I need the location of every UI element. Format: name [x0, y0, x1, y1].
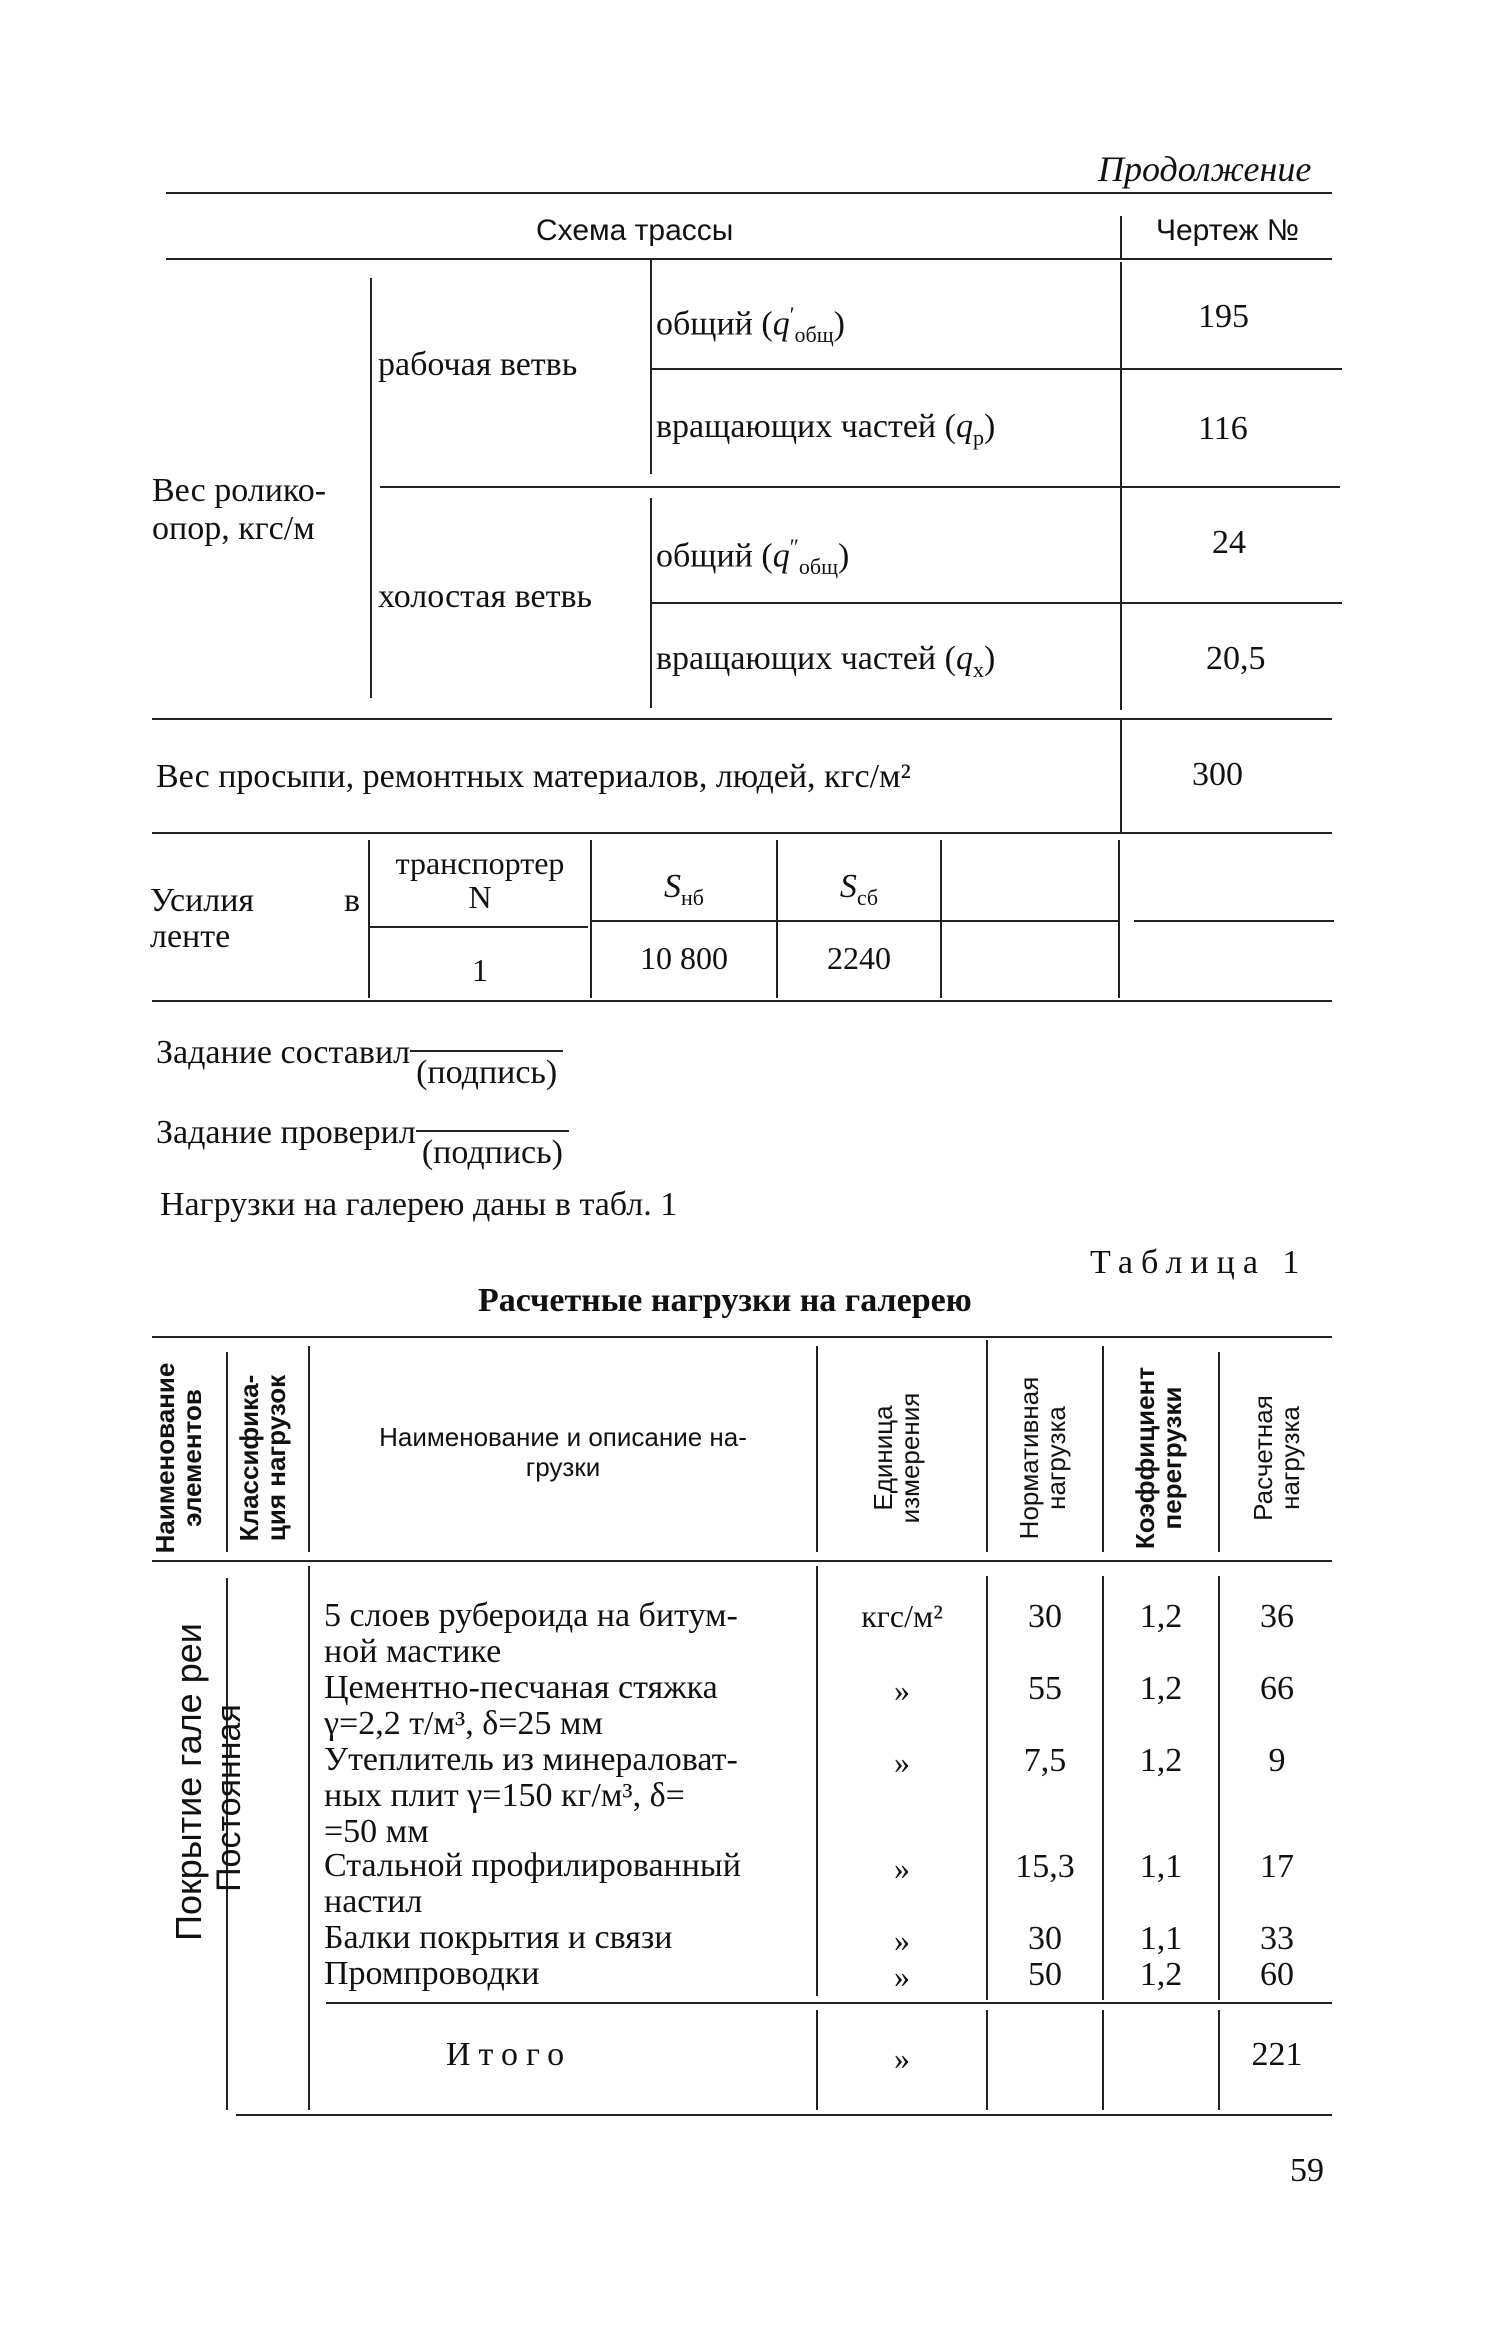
classification-value: Постоянная	[210, 1704, 248, 1892]
table1-rule-top	[152, 1336, 1332, 1338]
roller-weight-label	[152, 472, 326, 548]
total-unit: »	[894, 2040, 910, 2076]
table1-rule-bottom	[236, 2114, 1332, 2116]
spill-label: Вес просыпи, ремонтных материалов, людей, кгс/м²	[156, 758, 911, 795]
rule-after-roller	[152, 718, 1332, 720]
row-rotating-working-label: вращающих частей $(q_р)$	[656, 408, 996, 450]
working-branch-label: рабочая ветвь	[378, 346, 578, 383]
row-total-idle-label: общий $(q''_{общ})$	[656, 534, 850, 580]
s-sb-value: 2240	[827, 940, 891, 976]
t1-row-4-unit: »	[894, 1850, 910, 1886]
t1-col-d	[986, 1340, 988, 1552]
loads-note: Нагрузки на галерею даны в табл. 1	[160, 1186, 678, 1223]
t1-row-5-coefficient: 1,1	[1139, 1920, 1183, 1957]
t1-row-1-normative: 30	[1028, 1598, 1062, 1635]
header-design: Расчетная нагрузка	[1248, 1395, 1306, 1521]
t1-row-5-unit: »	[894, 1922, 910, 1958]
idle-branch-label: холостая ветвь	[378, 578, 593, 615]
drawing-header: Чертеж №	[1156, 214, 1300, 247]
t1-row-3-normative: 7,5	[1023, 1742, 1067, 1779]
row-total-working-value: 195	[1198, 298, 1249, 335]
route-header: Схема трассы	[536, 214, 734, 247]
belt-col-4	[940, 840, 942, 998]
t1-col-e	[1102, 1346, 1104, 1552]
belt-inner-rule	[370, 926, 588, 928]
t1-row-4-desc: Стальной профилированный настил	[324, 1847, 741, 1920]
t1-row-5-normative: 30	[1028, 1920, 1062, 1957]
t1-row-2-desc: Цементно-песчаная стяжка γ=2,2 т/м³, δ=25 мм	[324, 1669, 718, 1742]
rule-branch-split	[380, 486, 1340, 488]
t1-row-4-coefficient: 1,1	[1139, 1848, 1183, 1885]
t1-row-4-design: 17	[1260, 1848, 1294, 1885]
row-total-working-label: общий $(q'_{общ})$	[656, 302, 845, 348]
s-nb-header: $S_{нб}$	[664, 868, 704, 910]
t1-row-4-normative: 15,3	[1015, 1848, 1075, 1885]
table1-rule-header	[152, 1560, 1332, 1562]
t1-col-f	[1218, 1352, 1220, 1552]
t1-row-2-normative: 55	[1028, 1670, 1062, 1707]
belt-inner-rule-3	[1134, 920, 1334, 922]
total-col-d	[986, 2010, 988, 2110]
top-table-rule-top	[166, 192, 1332, 194]
roller-col-divider	[370, 278, 372, 698]
belt-label-line-2: ленте	[150, 918, 231, 955]
belt-label-line-1: Усилия в	[150, 882, 360, 919]
compiled-by: Задание составил(подпись)	[156, 1030, 563, 1072]
page-number: 59	[1290, 2152, 1324, 2189]
row-rotating-idle-label: вращающих частей $(q_х)$	[656, 640, 996, 682]
spill-value-divider	[1120, 720, 1122, 832]
t1-row-3-coefficient: 1,2	[1139, 1742, 1183, 1779]
rule-after-spill	[152, 832, 1332, 834]
s-nb-value: 10 800	[640, 940, 728, 976]
t1-row-6-desc: Промпроводки	[324, 1955, 540, 1992]
row-rotating-working-value: 116	[1198, 410, 1248, 447]
t1-row-5-design: 33	[1260, 1920, 1294, 1957]
roller-weight-line-2: опор, кгс/м	[152, 510, 315, 547]
header-unit: Единица измерения	[868, 1392, 926, 1524]
element-name: Покрытие гале реи	[168, 1623, 209, 1941]
t1-row-5-desc: Балки покрытия и связи	[324, 1919, 673, 1956]
row-total-idle-value: 24	[1212, 524, 1246, 561]
t1-row-1-desc: 5 слоев рубероида на битум- ной мастике	[324, 1597, 738, 1670]
t1-row-2-design: 66	[1260, 1670, 1294, 1707]
header-classification: Классифика- ция нагрузок	[234, 1374, 292, 1542]
t1-row-3-desc: Утеплитель из минераловат- ных плит γ=150 кг/м³, δ= =50 мм	[324, 1741, 738, 1850]
t1-row-1-unit: кгс/м²	[861, 1598, 943, 1634]
row-rotating-idle-value: 20,5	[1206, 640, 1266, 677]
header-description: Наименование и описание на- грузки	[379, 1422, 747, 1482]
checked-by: Задание проверил(подпись)	[156, 1110, 569, 1152]
t1-row-6-unit: »	[894, 1958, 910, 1994]
t1-col-b	[308, 1346, 310, 1552]
t1-col-a	[226, 1352, 228, 1552]
t1-row-3-design: 9	[1268, 1742, 1286, 1779]
conveyor-header: транспортер N	[395, 845, 565, 915]
s-sb-header: $S_{сб}$	[839, 868, 879, 910]
t1-row-1-design: 36	[1260, 1598, 1294, 1635]
t1-row-2-unit: »	[894, 1672, 910, 1708]
table-number: Таблица 1	[1090, 1244, 1308, 1281]
top-table-rule-bottom	[152, 1000, 1332, 1002]
total-design: 221	[1251, 2036, 1303, 2073]
roller-weight-line-1: Вес ролико-	[152, 472, 327, 509]
t1-row-6-normative: 50	[1028, 1956, 1062, 1993]
checked-signature-line: (подпись)	[416, 1130, 569, 1172]
t1-row-2-coefficient: 1,2	[1139, 1670, 1183, 1707]
rule-row1	[652, 368, 1342, 370]
compiled-signature-line: (подпись)	[410, 1050, 563, 1092]
top-header-divider	[1120, 216, 1122, 260]
t1-row-1-coefficient: 1,2	[1139, 1598, 1183, 1635]
t1-body-col-b	[308, 1566, 310, 2110]
header-elements: Наименование элементов	[150, 1362, 208, 1554]
t1-row-3-unit: »	[894, 1744, 910, 1780]
t1-col-c	[816, 1346, 818, 1552]
table-title: Расчетные нагрузки на галерею	[478, 1282, 972, 1319]
belt-col-1	[368, 840, 370, 998]
belt-inner-rule-2	[592, 920, 1118, 922]
header-normative: Нормативная нагрузка	[1014, 1376, 1072, 1540]
top-table-rule-header	[166, 258, 1332, 260]
total-label: Итого	[446, 2036, 573, 2073]
t1-row-6-design: 60	[1260, 1956, 1294, 1993]
rule-row3	[652, 602, 1342, 604]
conveyor-value: 1	[472, 952, 488, 988]
header-coefficient: Коэффициент перегрузки	[1130, 1366, 1188, 1550]
t1-row-6-coefficient: 1,2	[1139, 1956, 1183, 1993]
spill-value: 300	[1192, 756, 1243, 793]
total-col-e	[1102, 2010, 1104, 2110]
branch-col-divider-upper	[650, 260, 652, 474]
total-rule-top	[326, 2002, 1332, 2004]
belt-col-5	[1118, 840, 1120, 998]
continuation-label: Продолжение	[1098, 149, 1312, 189]
